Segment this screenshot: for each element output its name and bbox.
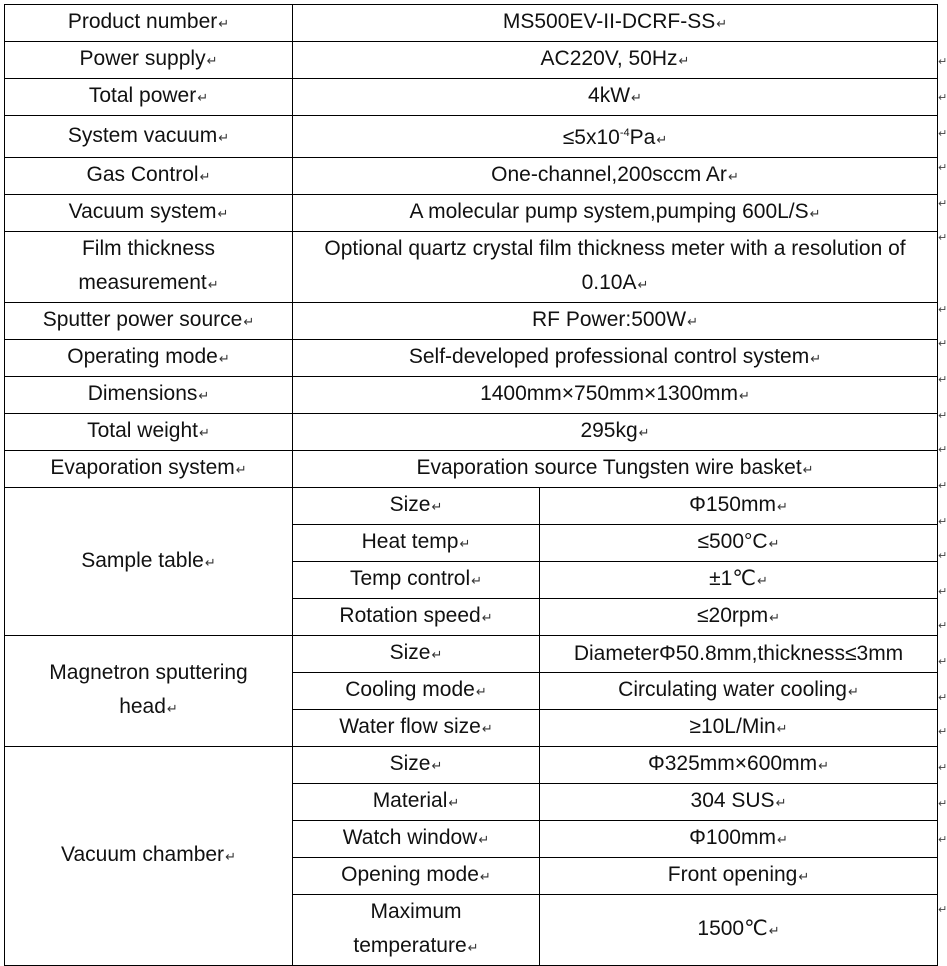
row-label: Total weight ↵	[5, 414, 293, 451]
item-name: Temp control ↵	[293, 562, 540, 599]
item-name: Size ↵	[293, 747, 540, 784]
row-label: Power supply ↵	[5, 42, 293, 79]
row-end-mark: ↵	[938, 655, 947, 668]
row-end-mark: ↵	[938, 443, 947, 456]
item-value: ≤20rpm ↵	[540, 599, 938, 636]
table-row	[5, 5, 938, 42]
row-end-mark: ↵	[938, 761, 947, 774]
row-label: Product number ↵	[5, 5, 293, 42]
row-label: Evaporation system ↵	[5, 451, 293, 488]
item-name: Rotation speed ↵	[293, 599, 540, 636]
group-label: Vacuum chamber ↵	[5, 747, 293, 966]
item-name: Cooling mode ↵	[293, 673, 540, 710]
table-row	[5, 451, 938, 488]
row-value: $\le 5x10^{-4}Pa$ ↵	[293, 116, 938, 158]
row-label: System vacuum ↵	[5, 116, 293, 158]
item-value: ≤500°C ↵	[540, 525, 938, 562]
row-end-mark: ↵	[938, 161, 947, 174]
table-row	[5, 747, 938, 784]
row-end-mark: ↵	[938, 373, 947, 386]
row-end-mark: ↵	[938, 197, 947, 210]
row-label: Sputter power source ↵	[5, 303, 293, 340]
item-name: Heat temp ↵	[293, 525, 540, 562]
item-value: 1500℃ ↵	[540, 895, 938, 966]
item-name: Water flow size ↵	[293, 710, 540, 747]
item-name: Material ↵	[293, 784, 540, 821]
row-value: A molecular pump system,pumping 600L/S ↵	[293, 195, 938, 232]
row-end-mark: ↵	[938, 55, 947, 68]
item-name: Size ↵	[293, 636, 540, 673]
row-value: 295kg ↵	[293, 414, 938, 451]
row-end-mark: ↵	[938, 585, 947, 598]
row-end-mark: ↵	[938, 619, 947, 632]
table-row	[5, 42, 938, 79]
item-value: Φ325mm×600mm ↵	[540, 747, 938, 784]
row-end-mark: ↵	[938, 515, 947, 528]
item-value: 304 SUS ↵	[540, 784, 938, 821]
table-row	[5, 195, 938, 232]
row-value: 4kW ↵	[293, 79, 938, 116]
table-row	[5, 158, 938, 195]
item-value: ≥10L/Min ↵	[540, 710, 938, 747]
table-row	[5, 377, 938, 414]
row-label: Operating mode ↵	[5, 340, 293, 377]
row-value: One-channel,200sccm Ar ↵	[293, 158, 938, 195]
row-value: Optional quartz crystal film thickness meter with a resolution of 0.10A ↵	[293, 232, 938, 303]
row-end-mark: ↵	[938, 691, 947, 704]
row-end-mark: ↵	[938, 303, 947, 316]
item-value: DiameterΦ50.8mm,thickness≤3mm	[540, 636, 938, 673]
row-end-mark: ↵	[938, 725, 947, 738]
table-row	[5, 488, 938, 525]
row-end-mark: ↵	[938, 797, 947, 810]
row-end-mark: ↵	[938, 231, 947, 244]
item-value: Front opening ↵	[540, 858, 938, 895]
item-name: Watch window ↵	[293, 821, 540, 858]
table-row	[5, 636, 938, 673]
table-row	[5, 414, 938, 451]
row-label: Gas Control ↵	[5, 158, 293, 195]
row-end-mark: ↵	[938, 409, 947, 422]
row-end-mark: ↵	[938, 127, 947, 140]
row-end-mark: ↵	[938, 903, 947, 916]
row-value: RF Power:500W ↵	[293, 303, 938, 340]
table-row	[5, 232, 938, 303]
item-value: Φ100mm ↵	[540, 821, 938, 858]
table-row	[5, 79, 938, 116]
group-label: Sample table ↵	[5, 488, 293, 636]
item-value: Circulating water cooling ↵	[540, 673, 938, 710]
row-label: Film thickness measurement ↵	[5, 232, 293, 303]
row-label: Total power ↵	[5, 79, 293, 116]
row-end-mark: ↵	[938, 337, 947, 350]
group-label: Magnetron sputtering head ↵	[5, 636, 293, 747]
row-value: AC220V, 50Hz ↵	[293, 42, 938, 79]
item-value: Φ150mm ↵	[540, 488, 938, 525]
table-row	[5, 116, 938, 158]
row-value: 1400mm×750mm×1300mm ↵	[293, 377, 938, 414]
row-value: Self-developed professional control system ↵	[293, 340, 938, 377]
item-name: Size ↵	[293, 488, 540, 525]
table-row	[5, 303, 938, 340]
item-name: Opening mode ↵	[293, 858, 540, 895]
row-end-mark: ↵	[938, 479, 947, 492]
spec-table	[4, 4, 938, 966]
row-value: MS500EV-II-DCRF-SS ↵	[293, 5, 938, 42]
row-value: Evaporation source Tungsten wire basket ↵	[293, 451, 938, 488]
row-end-mark: ↵	[938, 833, 947, 846]
table-row	[5, 340, 938, 377]
item-name: Maximum temperature ↵	[293, 895, 540, 966]
row-label: Vacuum system ↵	[5, 195, 293, 232]
row-label: Dimensions ↵	[5, 377, 293, 414]
row-end-mark: ↵	[938, 91, 947, 104]
item-value: ±1℃ ↵	[540, 562, 938, 599]
row-end-mark: ↵	[938, 549, 947, 562]
